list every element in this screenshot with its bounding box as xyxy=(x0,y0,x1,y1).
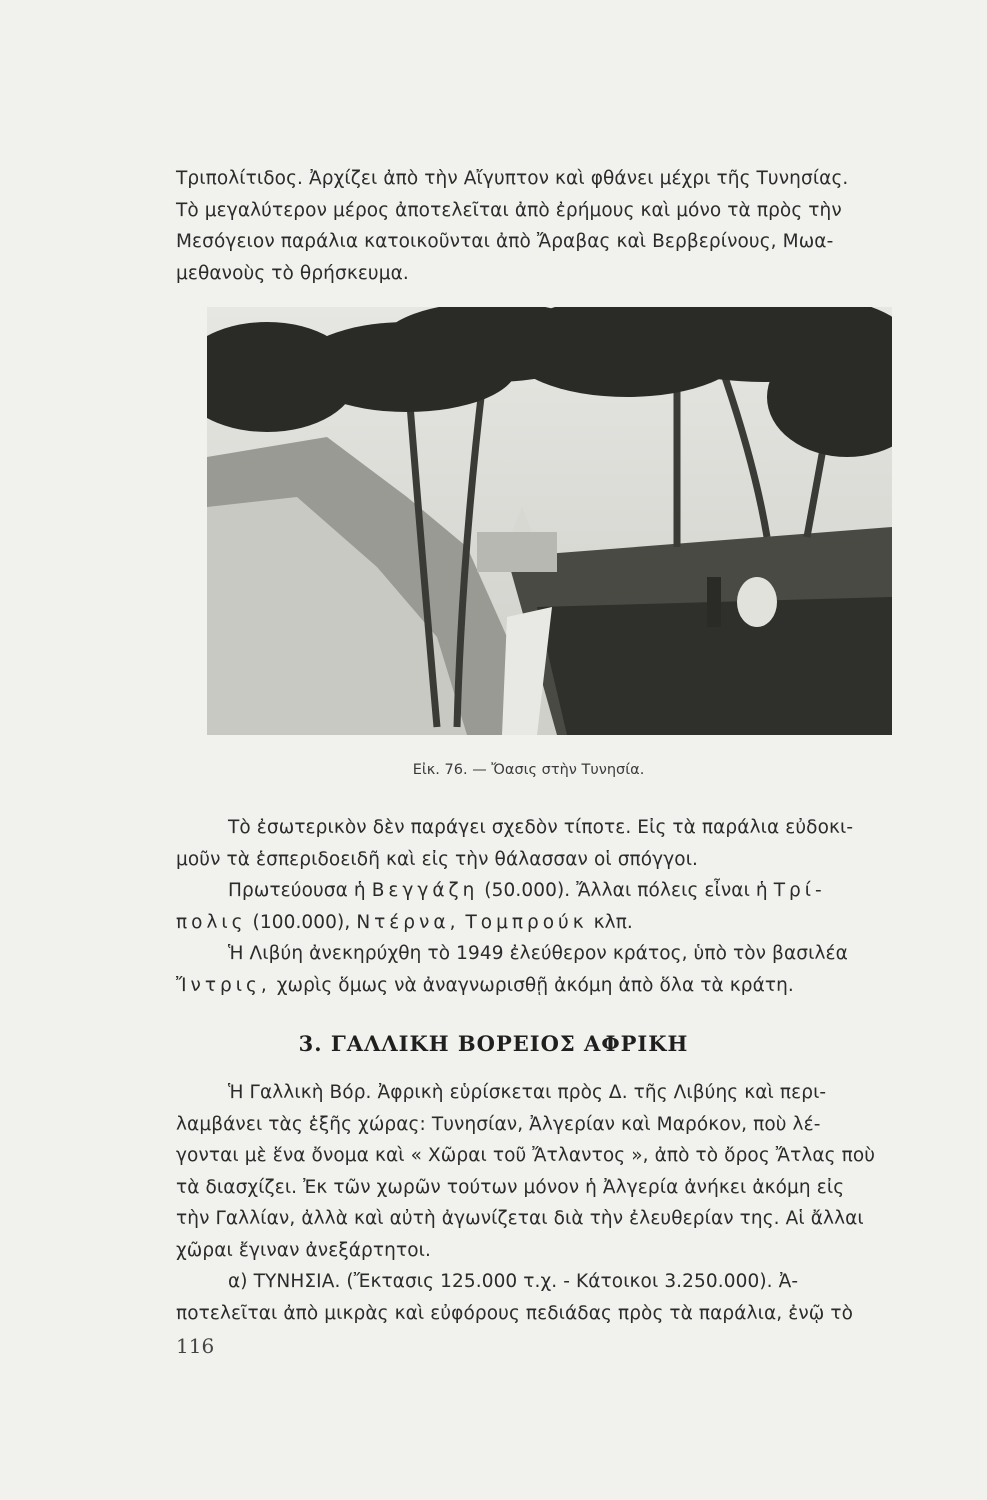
text-line: Ἡ Λιβύη ἀνεκηρύχθη τὸ 1949 ἐλεύθερον κράτος, ὑπὸ τὸν βασιλέα xyxy=(228,943,848,964)
oasis-photo xyxy=(207,307,892,735)
text-line: τὰ διασχίζει. Ἐκ τῶν χωρῶν τούτων μόνον ἡ Ἀλγερία ἀνήκει ἀκόμη εἰς xyxy=(176,1176,845,1198)
text-line: Ἡ Γαλλικὴ Βόρ. Ἀφρικὴ εὑρίσκεται πρὸς Δ. τῆς Λιβύης καὶ περι- xyxy=(228,1082,827,1103)
text-line: πολις (100.000), Ντέρνα, Τομπρούκ κλπ. xyxy=(176,911,633,933)
text-line: Ἴντρις, χωρὶς ὅμως νὰ ἀναγνωρισθῇ ἀκόμη ἀπὸ ὅλα τὰ κράτη. xyxy=(176,974,794,996)
text-line: λαμβάνει τὰς ἑξῆς χώρας: Τυνησίαν, Ἀλγερίαν καὶ Μαρόκον, ποὺ λέ- xyxy=(176,1113,821,1135)
city-name-tobruk: Τομπρούκ xyxy=(465,911,588,933)
text-line: ποτελεῖται ἀπὸ μικρὰς καὶ εὐφόρους πεδιάδας πρὸς τὰ παράλια, ἐνῷ τὸ xyxy=(176,1302,853,1324)
city-name-tripoli-part2: πολις xyxy=(176,911,247,933)
text-line: α) ΤΥΝΗΣΙΑ. (Ἔκτασις 125.000 τ.χ. - Κάτοικοι 3.250.000). Ἀ- xyxy=(228,1271,799,1292)
text-line: μοῦν τὰ ἑσπεριδοειδῆ καὶ εἰς τὴν θάλασσαν οἱ σπόγγοι. xyxy=(176,848,699,870)
city-name-derna: Ντέρνα, xyxy=(356,911,460,933)
city-name-tripoli-part1: Τρί- xyxy=(773,880,826,901)
libya-paragraph xyxy=(176,812,854,1001)
text-line: γονται μὲ ἕνα ὄνομα καὶ « Χῶραι τοῦ Ἄτλαντος », ἀπὸ τὸ ὄρος Ἄτλας ποὺ xyxy=(176,1145,876,1166)
oasis-illustration xyxy=(207,307,892,735)
text-line: Τὸ ἐσωτερικὸν δὲν παράγει σχεδὸν τίποτε. Εἰς τὰ παράλια εὐδοκι- xyxy=(228,817,854,838)
text-line: Τὸ μεγαλύτερον μέρος ἀποτελεῖται ἀπὸ ἐρήμους καὶ μόνο τὰ πρὸς τὴν xyxy=(176,199,842,221)
french-africa-paragraph xyxy=(176,1077,876,1329)
text-line: μεθανοὺς τὸ θρήσκευμα. xyxy=(176,262,409,284)
text-line: Τριπολίτιδος. Ἀρχίζει ἀπὸ τὴν Αἴγυπτον καὶ φθάνει μέχρι τῆς Τυνησίας. xyxy=(176,168,849,189)
section-heading: 3. ΓΑΛΛΙΚΗ ΒΟΡΕΙΟΣ ΑΦΡΙΚΗ xyxy=(298,1031,689,1056)
text-line: Μεσόγειον παράλια κατοικοῦνται ἀπὸ Ἄραβας καὶ Βερβερίνους, Μωα- xyxy=(176,231,834,252)
figure-caption: Εἰκ. 76. — Ὄασις στὴν Τυνησία. xyxy=(412,762,645,778)
intro-paragraph xyxy=(176,163,849,289)
king-name: Ἴντρις, xyxy=(176,974,271,996)
city-name-benghazi: Βεγγάζη xyxy=(371,880,479,901)
text-line: τὴν Γαλλίαν, ἀλλὰ καὶ αὐτὴ ἀγωνίζεται διὰ τὴν ἐλευθερίαν της. Αἱ ἄλλαι xyxy=(176,1208,864,1229)
text-line: χῶραι ἔγιναν ἀνεξάρτητοι. xyxy=(176,1239,431,1261)
text-line: Πρωτεύουσα ἡ Βεγγάζη (50.000). Ἄλλαι πόλεις εἶναι ἡ Τρί- xyxy=(228,880,826,901)
page-number: 116 xyxy=(176,1334,215,1358)
